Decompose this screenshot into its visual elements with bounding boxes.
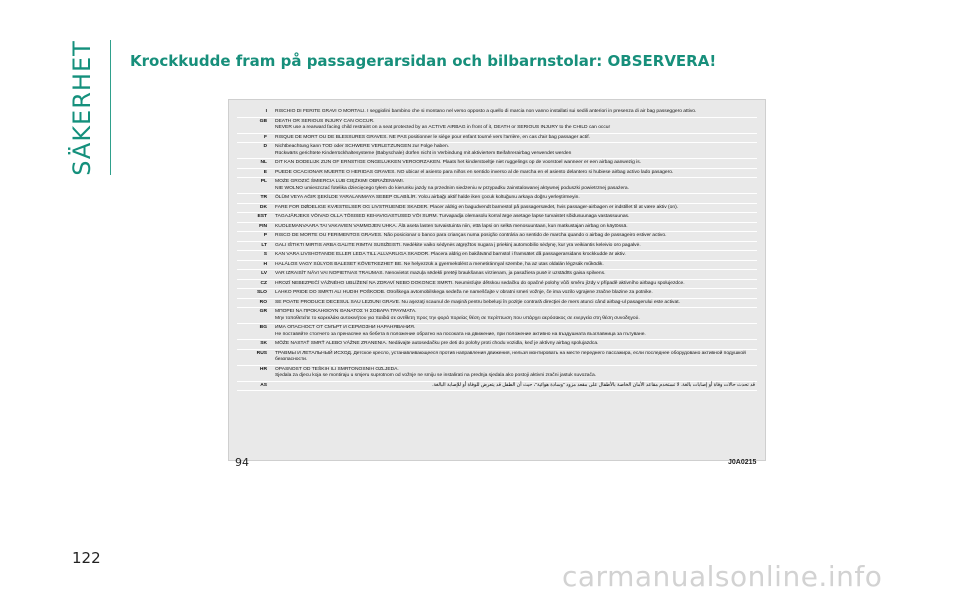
warning-row <box>237 340 757 350</box>
language-code: EST <box>237 213 273 223</box>
warning-text: DIT KAN DODELIJK ZIJN OF ERNSTIGE ONGELUKKEN VEROORZAKEN. Plaats het kinderstoeltje niet ruggelings op de voorstoel wanneer er een airbag aanwezig is. <box>273 159 757 169</box>
warning-text: SE POATE PRODUCE DECESUL SAU LEZIUNI GRAVE. Nu aşezaţi scaunul de maşină pentru bebeluşi în poziţie contrară direcţiei de mers atunci când airbag-ul pasagerului este activat. <box>273 298 757 308</box>
language-code: FIN <box>237 222 273 232</box>
language-code: E <box>237 168 273 178</box>
page-heading: Krockkudde fram på passagerarsidan och bilbarnstolar: OBSERVERA! <box>130 52 717 70</box>
section-side-tab <box>54 40 111 175</box>
language-code: AS <box>237 381 273 391</box>
warning-text: RISCO DE MORTE OU FERIMENTOS GRAVES. Não posicionar o banco para crianças numa posição contrária ao sentido de marcha quando o airbag de passageiro estiver activo. <box>273 232 757 242</box>
warning-text: ΜΠΟΡΕΙ ΝΑ ΠΡΟΚΛΗΘΟΥΝ ΘΑΝΑΤΟΣ Ή ΣΟΒΑΡΑ ΤΡΑΥΜΑΤΑ. Μην τοποθετείτε το καρεκλάκι αυτοκινήτου για παιδιά σε αντίθετη προς την φορά πορείας θέση σε περίπτωση που υπάρχει αερόσακος σε ενεργεία στη θέση συνοδηγού. <box>273 308 757 324</box>
warning-row <box>237 203 757 213</box>
language-code: SLO <box>237 289 273 299</box>
language-code: RUS <box>237 349 273 365</box>
language-code: F <box>237 133 273 143</box>
warning-row <box>237 298 757 308</box>
warning-label-figure <box>228 99 766 461</box>
warning-text: DEATH OR SERIOUS INJURY CAN OCCUR. NEVER use a rearward facing child restraint on a seat protected by an ACTIVE AIRBAG in front of it, DEATH or SERIOUS INJURY to the CHILD can occur <box>273 117 757 133</box>
warning-row <box>237 194 757 204</box>
language-code: LV <box>237 270 273 280</box>
language-code: H <box>237 260 273 270</box>
warning-text: RISQUE DE MORT OU DE BLESSURES GRAVES. NE PAS positionner le siège pour enfant tourné vers l'arrière, en cas d'air bag passager actif. <box>273 133 757 143</box>
figure-number: 94 <box>235 456 249 469</box>
warning-text: GALI IŠTIKTI MIRTIS ARBA GALITE RIMTAI SUSIŽEISTI. Nedėkite vaiko sėdynės atgręžtos nugara į priekinį automobilio sėdynę, kur yra veikiantis keleivio oro pagalvė. <box>273 241 757 251</box>
warning-text: TAGAJÄRJEKS VÕIVAD OLLA TÕSISED KEHAVIGASTUSED VÕI SURM. Turvapadja olemasolu korral ärge asetage lapse turvaistet sõidusuunaga vastassuunas. <box>273 213 757 223</box>
language-code: P <box>237 232 273 242</box>
language-code: S <box>237 251 273 261</box>
figure-code: J0A0215 <box>728 459 757 466</box>
warning-row <box>237 279 757 289</box>
warning-row <box>237 349 757 365</box>
warning-text: OPASNOST OD TEŠKIH ILI SMRTONOSNIH OZLJEDA. Sjedala za djecu koja se montiraju u smjeru suprotnom od vožnje ne smiju se instalirati na prednja sjedala ako postoji aktivni zračni jastuk suvozača. <box>273 365 757 381</box>
warning-row <box>237 232 757 242</box>
warning-row <box>237 365 757 381</box>
warning-row <box>237 213 757 223</box>
language-code: CZ <box>237 279 273 289</box>
warning-text: MÔŽE NASTAŤ SMRŤ ALEBO VÁŽNE ZRANENIA. Nedávajte autosedačku pre deti do polohy proti chodu vozidla, keď je aktívny airbag spolujazdca. <box>273 340 757 350</box>
language-code: I <box>237 108 273 117</box>
language-code: RO <box>237 298 273 308</box>
warning-row <box>237 168 757 178</box>
warning-row <box>237 270 757 280</box>
warning-text: HROZÍ NEBEZPEČÍ VÁŽNÉHO UBLÍŽENÍ NA ZDRAVÍ NEBO DOKONCE SMRTI. Neumisťujte dětskou sedačku do opačné polohy vůči směru jízdy v případě aktivního airbagu spolujezdce. <box>273 279 757 289</box>
warning-text: LAHKO PRIDE DO SMRTI ALI HUDIH POŠKODB. Otroškega avtomobilskega sedeža ne nameščajte v obratni smeri vožnje, če ima vozilo vgrajene zračne blazine za potnike. <box>273 289 757 299</box>
section-tab-label: SÄKERHET <box>68 39 97 176</box>
warning-row <box>237 251 757 261</box>
warning-text: VAR IZRAISĪT NĀVI VAI NOPIETNAS TRAUMAS. Nenovietot mazuļa sēdekli pretēji braukšanas virzienam, ja pasažiera pusē ir uzstādīts gaisa spilvens. <box>273 270 757 280</box>
language-code: NL <box>237 159 273 169</box>
warning-row <box>237 143 757 159</box>
warning-row <box>237 178 757 194</box>
warning-text: ÖLÜM VEYA AĞIR ŞEKİLDE YARALANMAYA SEBEP OLABİLİR. Yolcu airbağı aktif halde iken çocuk koltuğunu arkaya doğru yerleştirmeyin. <box>273 194 757 204</box>
warning-row <box>237 222 757 232</box>
warning-row <box>237 108 757 117</box>
watermark-text: carmanualsonline.info <box>562 560 883 593</box>
warning-text: KUOLEMANVAARA TAI VAKAVIEN VAMMOJEN UHKA. Älä aseta lasten turvaistuinta niin, että lapsi on selkä menosuuntaan, kun matkustajan airbag on käytössä. <box>273 222 757 232</box>
language-code: LT <box>237 241 273 251</box>
language-code: GR <box>237 308 273 324</box>
language-code: SK <box>237 340 273 350</box>
warning-text: FARE FOR DØDELIGE KVÆSTELSER OG LIVSTRUENDE SKADER. Placer aldrig en bagudvendt barnestol på passagersædet, hvis passager-airbagen er indstillet til at være aktiv (on). <box>273 203 757 213</box>
warning-row <box>237 260 757 270</box>
warning-text: HALÁLOS VAGY SÚLYOS BALESET KÖVETKEZHET BE. Ne helyezzük a gyermekülést a menetiránnyal szembe, ha az utas oldalán légzsák működik. <box>273 260 757 270</box>
warning-row <box>237 117 757 133</box>
language-code: TR <box>237 194 273 204</box>
language-code: DK <box>237 203 273 213</box>
warning-text: قد تحدث حالات وفاة أو إصابات بالغة. لا تستخدم مقاعد الأمان الخاصة بالأطفال على مقعد مزود "وسادة هوائية"، حيث أن الطفل قد يتعرض للوفاة أو للإصابة البالغة. <box>273 381 757 391</box>
warning-text: Nichtbeachtung kann TOD oder SCHWERE VERLETZUNGEN zur Folge haben. Rückwärts gerichtete Kinderrückhaltesysteme (Babyschale) dürfen nicht in Verbindung mit aktiviertem Beifahrerairbag verwendet werden <box>273 143 757 159</box>
language-code: HR <box>237 365 273 381</box>
warning-row <box>237 133 757 143</box>
language-code: PL <box>237 178 273 194</box>
warning-row <box>237 308 757 324</box>
language-code: GB <box>237 117 273 133</box>
warning-row <box>237 381 757 391</box>
warning-text: ИМА ОПАСНОСТ ОТ СМЪРТ И СЕРИОЗНИ НАРАНЯВАНИЯ. Не поставяйте столчето за пренасяне на бебета в положение обратно на посоката на движение, при положение активно на въздушната възглавница за пътуване. <box>273 324 757 340</box>
warning-text: PUEDE OCACIONAR MUERTE O HERIDAS GRAVES. NO ubicar el asiento para niños en sentido inverso al de marcha en el asiento delantero si hubiese airbag activo lado pasagero. <box>273 168 757 178</box>
warning-row <box>237 241 757 251</box>
warning-text: RISCHIO DI FERITE GRAVI O MORTALI. I seggiolini bambino che si montano nel verso opposto a quello di marcia non vanno installati sui sedili anteriori in presenza di air bag passeggero attivo. <box>273 108 757 117</box>
page-number: 122 <box>72 549 101 567</box>
language-code: D <box>237 143 273 159</box>
warning-row <box>237 289 757 299</box>
airbag-warning-table <box>237 108 757 391</box>
warning-row <box>237 159 757 169</box>
warning-text: ТРАВМЫ И ЛЕТАЛЬНЫЙ ИСХОД. Детское кресло, устанавливающееся против направления движения, нельзя монтировать на месте переднего пассажира, если последнее оборудовано активной подушкой безопасности. <box>273 349 757 365</box>
warning-text: KAN VARA LIVSHOTANDE ELLER LEDA TILL ALLVARLIGA SKADOR. Placera aldrig en bakåtvänd barnstol i framsätet då passagerarsidans krockkudde är aktiv. <box>273 251 757 261</box>
warning-text: MOŻE GROZIĆ ŚMIERCIA LUB CIĘŻKIMI OBRAŻENIAMI. NIE WOLNO umieszczać fotelika dziecięcego tyłem do kierunku jazdy na przednim siedzeniu w przypadku zainstalowanej aktywnej poduszki powietrznej pasażera. <box>273 178 757 194</box>
warning-row <box>237 324 757 340</box>
language-code: BG <box>237 324 273 340</box>
